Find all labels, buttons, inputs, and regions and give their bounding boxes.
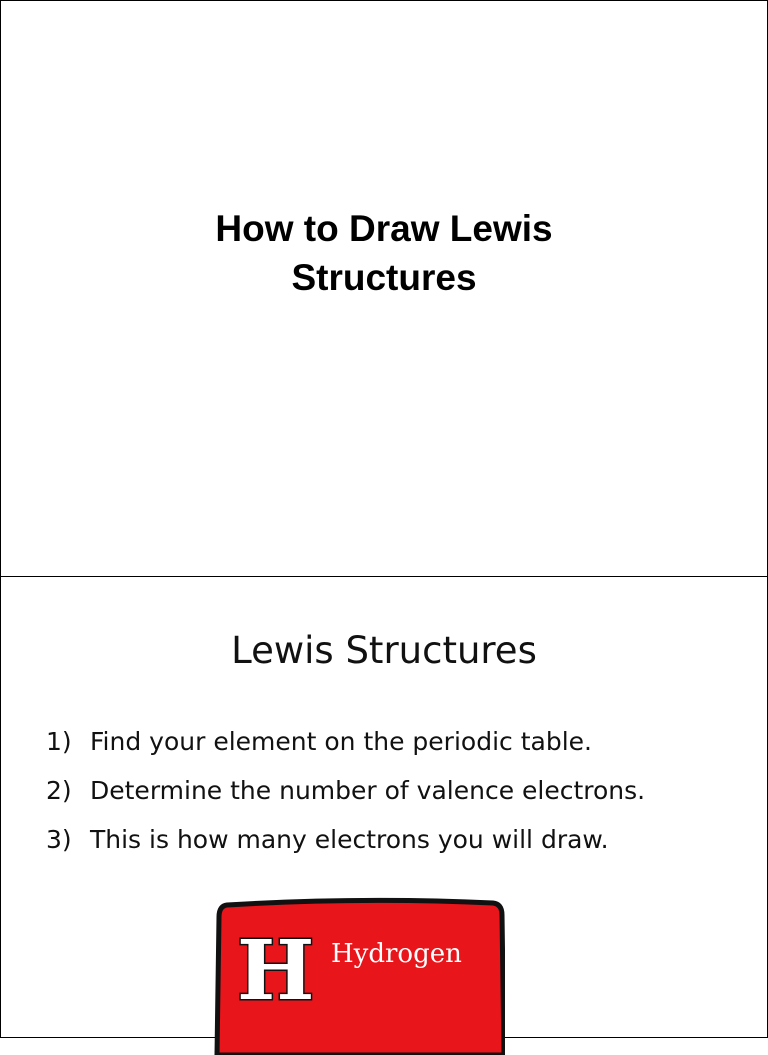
slide-title [1,204,767,302]
step-number: 2) [46,776,72,805]
slide-heading: Lewis Structures [231,629,537,672]
element-name: Hydrogen [331,939,462,969]
step-number: 3) [46,825,72,854]
step-text: Find your element on the periodic table. [90,727,592,756]
step-number: 1) [46,727,72,756]
title-line-2: Structures [291,257,477,298]
element-symbol: H [237,923,315,1019]
step-text: This is how many electrons you will draw. [90,825,609,854]
step-item [46,717,645,766]
step-item [46,766,645,815]
step-item [46,815,645,864]
steps-list [46,717,645,864]
step-text: Determine the number of valence electrons. [90,776,646,805]
hydrogen-element-card [213,895,505,1055]
title-line-1: How to Draw Lewis [215,208,553,249]
lewis-steps-slide [0,576,768,1038]
